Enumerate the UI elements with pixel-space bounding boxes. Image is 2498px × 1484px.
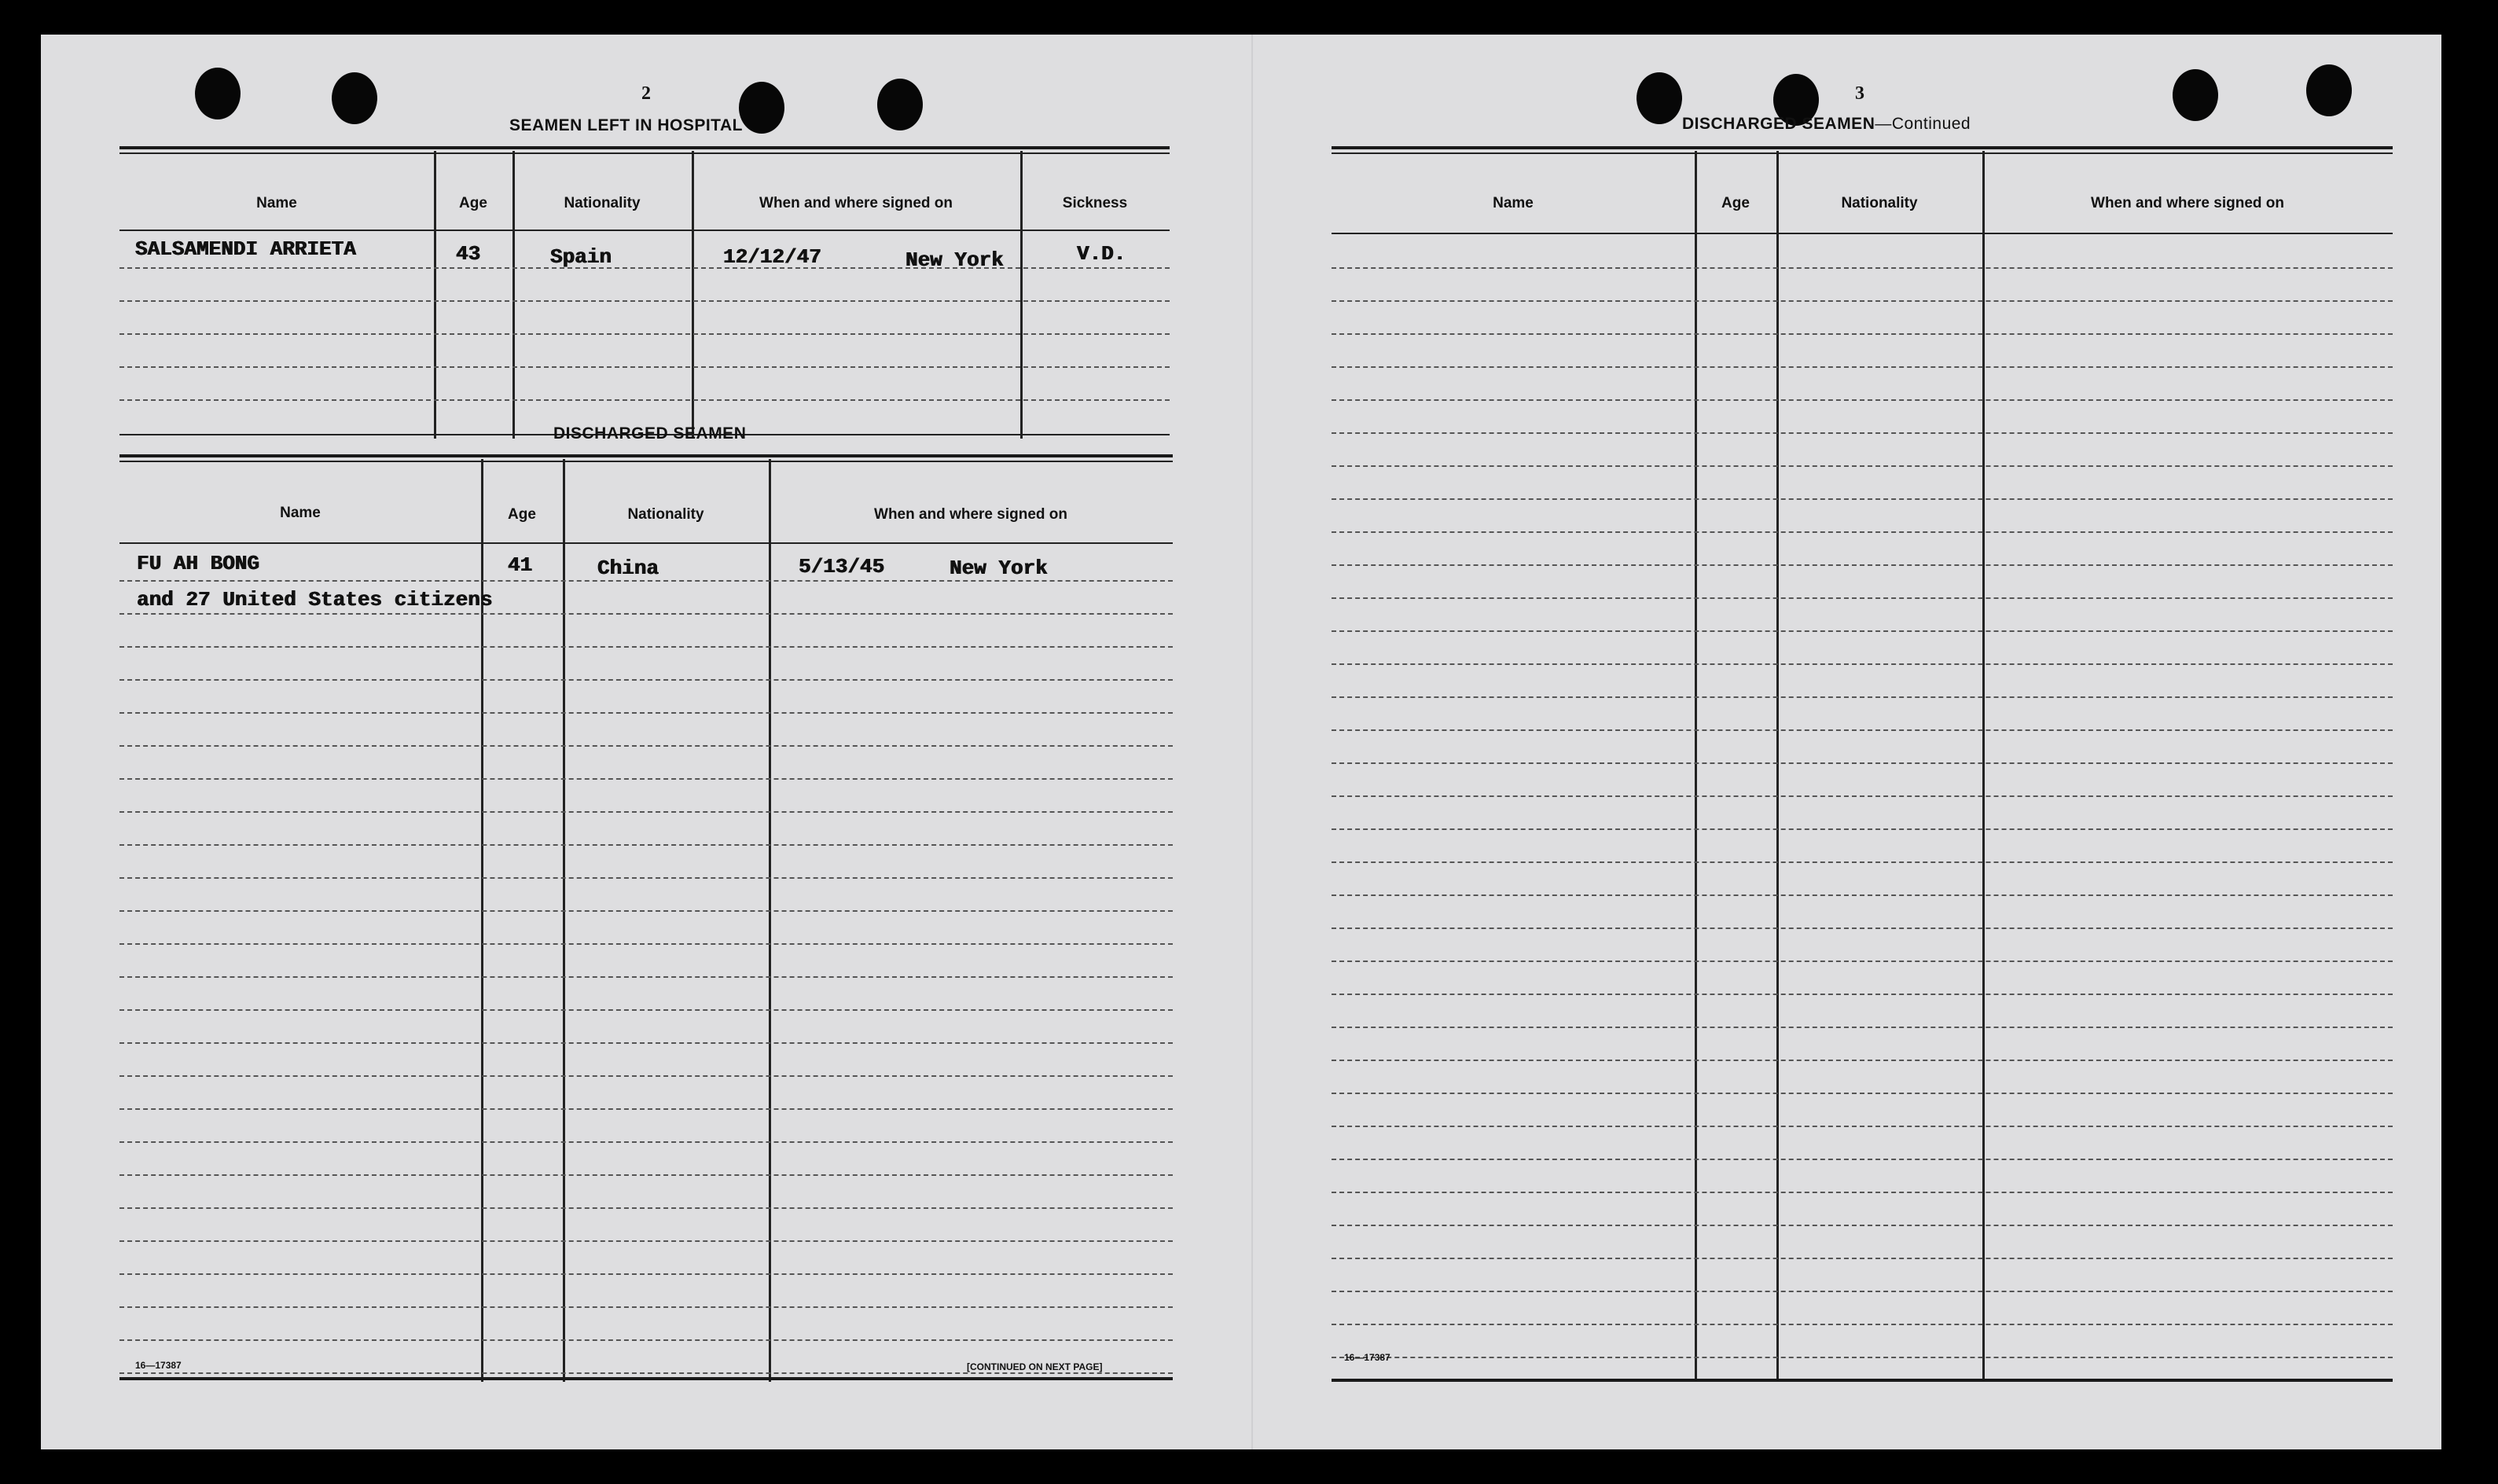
row-rule [1332,1192,2393,1193]
row-rule [1332,630,2393,632]
hospital-seaman-age: 43 [456,242,481,266]
row-rule [1332,300,2393,302]
continued-note: [CONTINUED ON NEXT PAGE] [967,1361,1103,1372]
discharged-signed-on-date: 5/13/45 [799,555,885,579]
hospital-section-title: SEAMEN LEFT IN HOSPITAL [509,116,743,134]
row-rule [119,1141,1173,1143]
row-rule [1332,861,2393,863]
discharged-seaman-nationality: China [597,556,659,580]
row-rule [119,1306,1173,1308]
row-rule [1332,1225,2393,1226]
discharged-continued-table [1332,146,2393,1385]
row-rule [119,877,1173,879]
column-header-nationality: Nationality [1841,195,1918,211]
row-rule [119,811,1173,813]
row-rule [1332,1324,2393,1325]
hospital-table [119,146,1170,439]
row-rule [119,712,1173,714]
row-rule [119,613,1173,615]
column-header-name: Name [280,505,321,521]
right-page [1251,35,2441,1449]
row-rule [1332,729,2393,731]
punch-hole [739,82,784,134]
row-rule [1332,1159,2393,1160]
row-rule [119,1042,1173,1044]
row-rule [1332,399,2393,401]
row-rule [1332,531,2393,533]
column-header-nationality: Nationality [627,506,704,523]
hospital-sickness: V.D. [1077,242,1126,266]
row-rule [1332,1357,2393,1358]
row-rule [119,580,1173,582]
row-rule [1332,1291,2393,1292]
row-rule [1332,1060,2393,1061]
row-rule [1332,762,2393,764]
row-rule [119,1339,1173,1341]
row-rule [1332,267,2393,269]
column-header-signed-on: When and where signed on [874,506,1067,523]
row-rule [1332,696,2393,698]
row-rule [119,1174,1173,1176]
left-page [41,35,1251,1449]
row-rule [1332,1258,2393,1259]
row-rule [1332,894,2393,896]
row-rule [1332,1126,2393,1127]
row-rule [119,778,1173,780]
row-rule [1332,1093,2393,1094]
column-header-sickness: Sickness [1062,195,1128,211]
page-number: 2 [641,83,651,104]
row-rule [119,1273,1173,1275]
row-rule [119,1240,1173,1242]
column-header-name: Name [1493,195,1534,211]
row-rule [1332,928,2393,929]
row-rule [1332,961,2393,962]
row-rule [1332,828,2393,830]
column-header-nationality: Nationality [564,195,641,211]
punch-hole [332,72,377,124]
row-rule [119,943,1173,945]
row-rule [1332,498,2393,500]
form-code: 16—17387 [1344,1352,1390,1363]
row-rule [119,976,1173,978]
column-header-signed-on: When and where signed on [2091,195,2284,211]
column-header-age: Age [459,195,487,211]
hospital-signed-on-place: New York [906,248,1004,272]
row-rule [1332,333,2393,335]
row-rule [1332,1027,2393,1028]
row-rule [1332,597,2393,599]
discharged-table [119,454,1173,1382]
discharged-note: and 27 United States citizens [137,588,493,612]
discharged-seaman-age: 41 [508,553,533,577]
hospital-seaman-name: SALSAMENDI ARRIETA [135,237,356,261]
page-number: 3 [1855,83,1864,104]
row-rule [119,910,1173,912]
column-header-age: Age [508,506,536,523]
row-rule [119,745,1173,747]
column-header-name: Name [256,195,297,211]
column-header-age: Age [1721,195,1750,211]
discharged-section-title: DISCHARGED SEAMEN [553,424,747,443]
discharged-continued-title: DISCHARGED SEAMEN—Continued [1682,115,1971,133]
hospital-seaman-nationality: Spain [550,245,612,269]
punch-hole [2173,69,2218,121]
form-code: 16—17387 [135,1360,182,1371]
row-rule [119,1075,1173,1077]
row-rule [1332,994,2393,995]
punch-hole [877,79,923,130]
discharged-signed-on-place: New York [950,556,1048,580]
hospital-signed-on-date: 12/12/47 [723,245,821,269]
row-rule [119,1009,1173,1011]
row-rule [1332,663,2393,665]
row-rule [1332,432,2393,434]
row-rule [1332,795,2393,797]
row-rule [119,844,1173,846]
row-rule [119,646,1173,648]
punch-hole [1637,72,1682,124]
discharged-seaman-name: FU AH BONG [137,552,260,575]
row-rule [1332,465,2393,467]
row-rule [1332,366,2393,368]
row-rule [119,1372,1173,1374]
row-rule [119,1108,1173,1110]
punch-hole [2306,64,2352,116]
row-rule [119,679,1173,681]
column-header-signed-on: When and where signed on [759,195,953,211]
row-rule [119,1207,1173,1209]
row-rule [1332,564,2393,566]
punch-hole [195,68,241,119]
